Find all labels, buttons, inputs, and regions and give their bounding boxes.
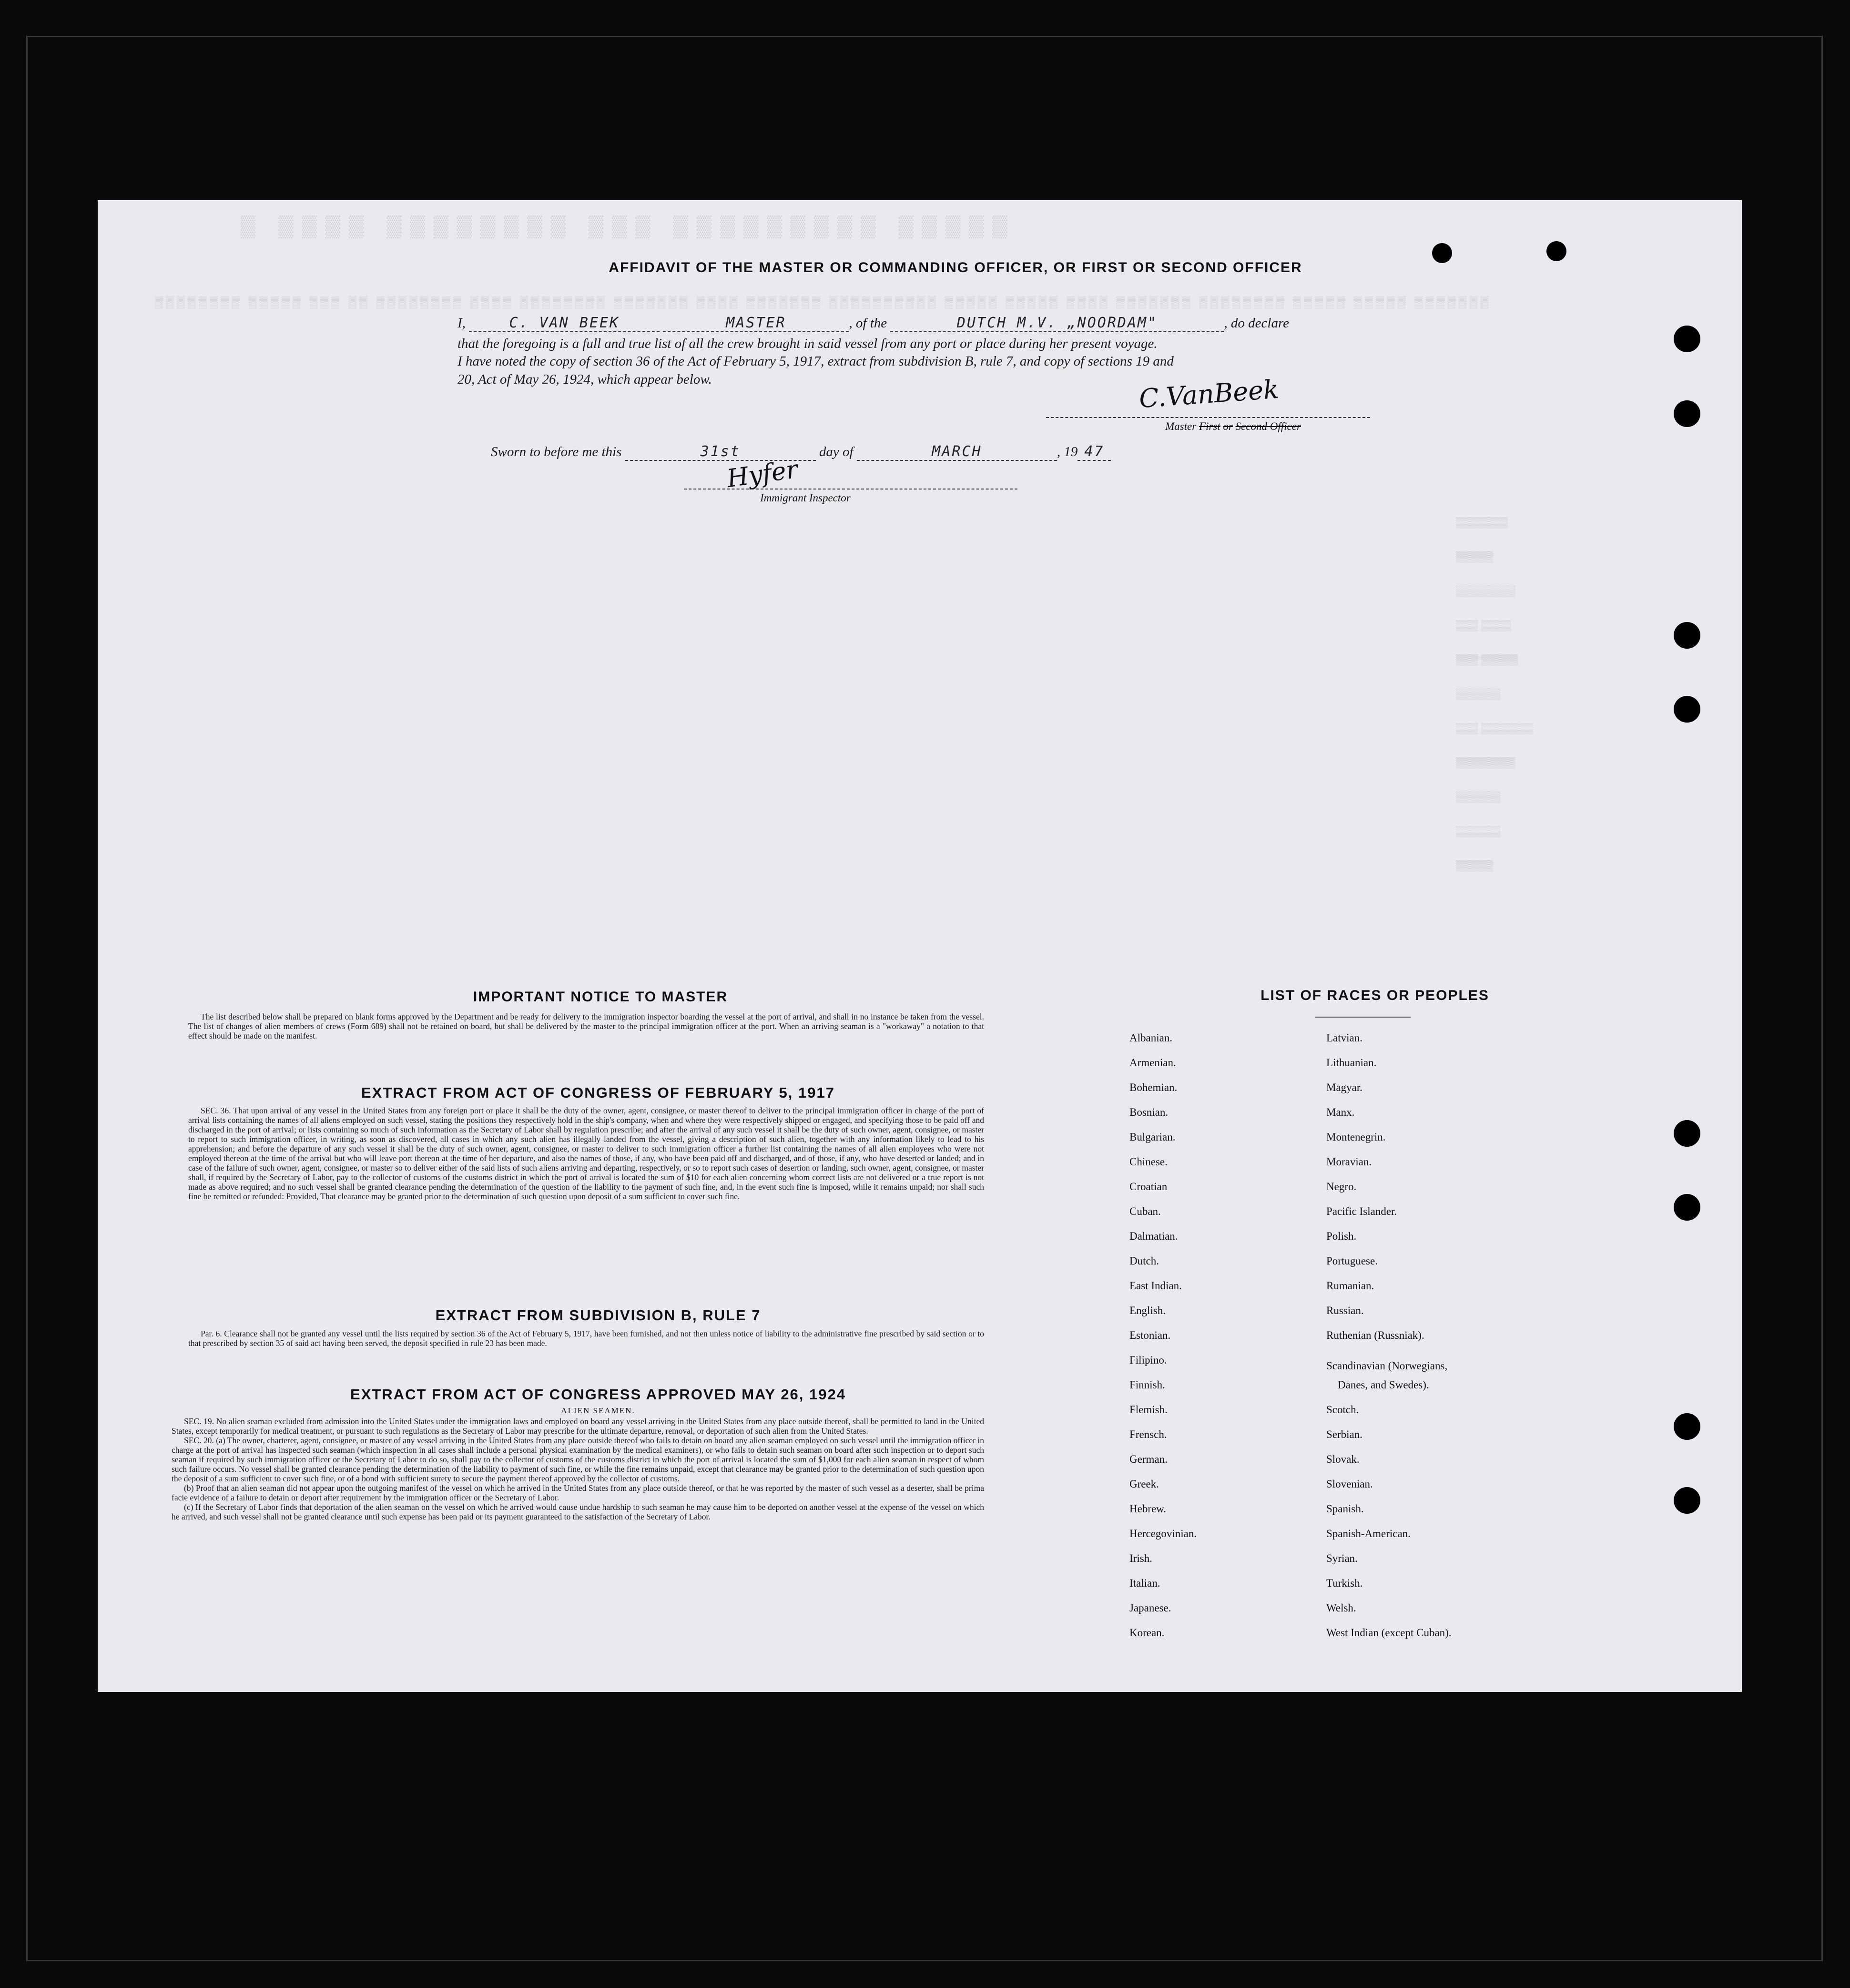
race-item: Estonian.: [1129, 1329, 1171, 1341]
race-item: Manx.: [1326, 1106, 1355, 1118]
race-item: Croatian: [1129, 1181, 1168, 1193]
document-page: [98, 200, 1742, 1692]
race-item: Montenegrin.: [1326, 1131, 1386, 1143]
label-first-struck: First: [1199, 420, 1220, 432]
extract-1924-title: EXTRACT FROM ACT OF CONGRESS APPROVED MAY 26, 1924: [350, 1386, 846, 1403]
sworn-year-field: 47: [1077, 443, 1111, 461]
race-item: Italian.: [1129, 1577, 1160, 1589]
race-item: Moravian.: [1326, 1156, 1372, 1168]
day-of-text: day of: [819, 444, 854, 459]
extract-1924-sec20c: (c) If the Secretary of Labor finds that deportation of the alien seaman on the vessel on which he arrived would cause undue hardship to such seaman he may cause him to be deported on another vessel at the expense of the vessel on which he arrived, and such vessel shall not be granted clearance until such expense has been paid or its payment guaranteed to the satisfaction of the Secretary of Labor.: [172, 1502, 984, 1521]
extract-rule7-paragraph: Par. 6. Clearance shall not be granted any vessel until the lists required by section 36 of the Act of February 5, 1917, have been furnished, and not then unless notice of liability to the administrative fine prescribed by said section or to that prescribed by section 35 of said act having been served, the deposit specified in rule 23 has been made.: [188, 1329, 984, 1348]
sworn-prefix: Sworn to before me this: [491, 444, 622, 459]
punch-hole: [1674, 1194, 1700, 1221]
sworn-month-field: MARCH: [857, 443, 1057, 461]
show-through-header: ▒ ▒▒▒▒ ▒▒▒▒▒▒▒▒ ▒▒▒ ▒▒▒▒▒▒▒▒▒ ▒▒▒▒▒: [241, 214, 1016, 238]
race-item: Armenian.: [1129, 1057, 1176, 1069]
show-through-rows: ▒▒▒▒▒▒▒ ▒▒▒▒▒ ▒▒▒▒▒▒▒▒ ▒▒▒ ▒▒▒▒ ▒▒▒ ▒▒▒▒▒ ▒▒▒▒▒▒ ▒▒▒ ▒▒▒▒▒▒▒ ▒▒▒▒▒▒▒▒ ▒▒▒▒▒▒ ▒▒▒▒▒▒ ▒▒▒▒▒: [1456, 516, 1533, 871]
race-item: Turkish.: [1326, 1577, 1363, 1589]
race-item: Scandinavian (Norwegians,: [1326, 1360, 1448, 1372]
race-item: Slovenian.: [1326, 1478, 1373, 1490]
race-item: Bohemian.: [1129, 1081, 1178, 1093]
race-item: German.: [1129, 1453, 1168, 1465]
affidavit-title: AFFIDAVIT OF THE MASTER OR COMMANDING OFFICER, OR FIRST OR SECOND OFFICER: [609, 260, 1302, 275]
film-frame-right: [1821, 36, 1823, 1961]
race-item: Irish.: [1129, 1552, 1152, 1564]
race-item: Polish.: [1326, 1230, 1357, 1242]
master-signature-line: [1046, 417, 1370, 418]
extract-1924-sec20a: SEC. 20. (a) The owner, charterer, agent, consignee, or master of any vessel arriving in the United States from any place outside thereof who fails to detain on board any alien seaman employed on such vessel until the immigration officer in charge at the port of arrival has inspected such seaman (which inspection in all cases shall include a personal physical examination by the medical examiners), or who fails to detain such seaman on board after such inspection or to deport such seaman if required by such immigration officer or the Secretary of Labor to do so, shall pay to the collector of customs of the customs district in which the port of arrival is located the sum of $1,000 for each alien seaman in respect of whom such failure occurs. No vessel shall be granted clearance pending the determination of the liability to payment of such fine, or while the fine remains unpaid, except that clearance may be granted prior to the determination of such question upon the deposit of a sum sufficient to cover such fine, or of a bond with sufficient surety to secure the payment thereof approved by the collector of customs.: [172, 1436, 984, 1483]
race-item: Welsh.: [1326, 1602, 1356, 1614]
race-item: East Indian.: [1129, 1280, 1182, 1292]
race-item: Syrian.: [1326, 1552, 1358, 1564]
race-item: West Indian (except Cuban).: [1326, 1627, 1452, 1639]
race-item: Japanese.: [1129, 1602, 1171, 1614]
extract-1924-sec19: SEC. 19. No alien seaman excluded from admission into the United States under the immigration laws and employed on board any vessel arriving in the United States from any place outside thereof, shall be permitted to land in the United States, except temporarily for medical treatment, or pursuant to such regulations as the Secretary of Labor may prescribe for the ultimate departure, removal, or deportation of such alien from the United States.: [172, 1417, 984, 1436]
race-item: Latvian.: [1326, 1032, 1362, 1044]
film-frame-left: [26, 36, 28, 1961]
race-item: Finnish.: [1129, 1379, 1165, 1391]
race-item: Frensch.: [1129, 1428, 1167, 1440]
race-item: Bosnian.: [1129, 1106, 1169, 1118]
show-through-band: ▒▒▒▒▒▒▒▒ ▒▒▒▒▒ ▒▒▒ ▒▒ ▒▒▒▒▒▒▒▒ ▒▒▒▒ ▒▒▒▒▒▒▒▒ ▒▒▒▒▒▒▒ ▒▒▒▒ ▒▒▒▒▒▒▒ ▒▒▒▒▒▒▒▒▒▒ ▒▒▒▒▒ ▒▒▒▒▒ ▒▒▒▒ ▒▒▒▒▒▒▒ ▒▒▒▒▒▒▒▒ ▒▒▒▒▒ ▒▒▒▒▒ ▒▒▒▒▒▒▒: [155, 296, 1492, 308]
label-second-officer-struck: Second Officer: [1235, 420, 1301, 432]
extract-1924-subtitle: ALIEN SEAMEN.: [561, 1406, 635, 1415]
punch-hole: [1546, 241, 1566, 261]
extract-1924-sec20b: (b) Proof that an alien seaman did not appear upon the outgoing manifest of the vessel on which he arrived in the United States from any place outside thereof, or that he was reported by the master of such vessel as a deserter, shall be prima facie evidence of a failure to detain or deport after requirement by the immigration officer or the Secretary of Labor.: [172, 1483, 984, 1502]
declaration-prefix: I,: [457, 316, 466, 331]
punch-hole: [1674, 326, 1700, 352]
notice-title: IMPORTANT NOTICE TO MASTER: [473, 989, 728, 1005]
race-item: Hercegovinian.: [1129, 1528, 1197, 1539]
sworn-line: [491, 443, 1111, 461]
affidavit-line-2: that the foregoing is a full and true list of all the crew brought in said vessel from any port or place during her present voyage.: [457, 336, 1158, 351]
affidavit-line-4: 20, Act of May 26, 1924, which appear below.: [457, 372, 712, 387]
film-frame-top: [26, 36, 1823, 37]
extract-rule7-title: EXTRACT FROM SUBDIVISION B, RULE 7: [435, 1307, 761, 1324]
race-item: Portuguese.: [1326, 1255, 1378, 1267]
race-item: Scotch.: [1326, 1404, 1359, 1416]
punch-hole: [1432, 243, 1452, 263]
races-title-rule: [1315, 1017, 1411, 1018]
race-item: Hebrew.: [1129, 1503, 1167, 1515]
do-declare-text: , do declare: [1224, 316, 1290, 331]
race-item: Danes, and Swedes).: [1338, 1379, 1429, 1391]
extract-1917-text: [188, 1106, 984, 1201]
affidavit-declaration-line: [457, 315, 1289, 332]
race-item: Spanish.: [1326, 1503, 1364, 1515]
race-item: Flemish.: [1129, 1404, 1168, 1416]
extract-1917-paragraph: SEC. 36. That upon arrival of any vessel in the United States from any foreign port or place it shall be the duty of the owner, agent, consignee, or master thereof to deliver to the principal immigration officer in charge of the port of arrival lists containing the names of all aliens employed on such vessel, stating the positions they respectively hold in the ship's company, when and where they were respectively shipped or engaged, and specifying those to be paid off and discharged in the port of arrival; or lists containing so much of such information as the Secretary of Labor shall by regulation prescribe; and after the arrival of any such vessel it shall be the duty of such owner, agent, consignee, or master to report to such immigration officer, in writing, as soon as discovered, all cases in which any such alien has illegally landed from the vessel, giving a description of such alien, together with any information likely to lead to his apprehension; and before the departure of any such vessel it shall be the duty of such owner, agent, consignee, or master to deliver to such immigration officer a further list containing the names of all alien employees who were not employed thereon at the time of the arrival but who will leave port thereon at the time of her departure, and also the names of those, if any, who have been paid off and discharged, and of those, if any, who have deserted or landed; and in case of the failure of such owner, agent, consignee, or master so to deliver either of the said lists of such aliens arriving and departing, respectively, or so to report such cases of desertion or landing, such owner, agent, consignee, or master shall, if required by the Secretary of Labor, pay to the collector of customs of the customs district in which the port of arrival is located the sum of $10 for each alien concerning whom correct lists are not delivered or a true report is not made as above required; and no such vessel shall be granted clearance pending the determination of the question of the liability to the payment of such fine, and, in the event such fine is imposed, while it remains unpaid; nor shall such fine be remitted or refunded: Provided, That clearance may be granted prior to the determination of such question upon deposit of a sum sufficient to cover such fine.: [188, 1106, 984, 1201]
race-item: Bulgarian.: [1129, 1131, 1176, 1143]
race-item: Lithuanian.: [1326, 1057, 1377, 1069]
of-the-text: , of the: [849, 316, 887, 331]
races-left-column: [1129, 1032, 1197, 1652]
race-item: Dalmatian.: [1129, 1230, 1178, 1242]
film-frame-bottom: [26, 1960, 1823, 1961]
year-prefix: , 19: [1057, 444, 1078, 459]
inspector-label: Immigrant Inspector: [760, 492, 851, 504]
rank-field: MASTER: [663, 315, 849, 332]
race-item: Chinese.: [1129, 1156, 1168, 1168]
race-item: Magyar.: [1326, 1081, 1363, 1093]
inspector-signature: Hyfer: [725, 455, 800, 494]
extract-1924-text: [172, 1417, 984, 1521]
race-item: Filipino.: [1129, 1354, 1167, 1366]
race-item: Albanian.: [1129, 1032, 1173, 1044]
race-item: Dutch.: [1129, 1255, 1159, 1267]
race-item: Russian.: [1326, 1305, 1364, 1316]
notice-paragraph: The list described below shall be prepared on blank forms approved by the Department and be ready for delivery to the immigration inspector boarding the vessel at the port of arrival, and shall in no instance be taken from the vessel. The list of changes of alien members of crews (Form 689) shall not be retained on board, but shall be delivered by the master to the principal immigration officer at the port. When an arriving seaman is a "workaway" a notation to that effect should be made on the manifest.: [188, 1012, 984, 1040]
sworn-day-field: 31st: [625, 443, 816, 461]
punch-hole: [1674, 622, 1700, 649]
extract-rule7-text: [188, 1329, 984, 1348]
punch-hole: [1674, 1413, 1700, 1440]
punch-hole: [1674, 696, 1700, 723]
vessel-name-field: DUTCH M.V. „NOORDAM": [890, 315, 1224, 332]
master-signature: C.VanBeek: [1138, 374, 1280, 414]
race-item: Pacific Islander.: [1326, 1205, 1397, 1217]
extract-1917-title: EXTRACT FROM ACT OF CONGRESS OF FEBRUARY 5, 1917: [361, 1084, 835, 1101]
race-item: Ruthenian (Russniak).: [1326, 1329, 1424, 1341]
race-item: Slovak.: [1326, 1453, 1360, 1465]
master-name-field: C. VAN BEEK: [469, 315, 660, 332]
label-master: Master: [1165, 420, 1197, 432]
race-item: English.: [1129, 1305, 1166, 1316]
affidavit-line-3: I have noted the copy of section 36 of the Act of February 5, 1917, extract from subdivision B, rule 7, and copy of sections 19 and: [457, 354, 1174, 369]
races-right-column: [1326, 1032, 1452, 1652]
race-item: Spanish-American.: [1326, 1528, 1411, 1539]
race-item: Cuban.: [1129, 1205, 1161, 1217]
race-item: Greek.: [1129, 1478, 1159, 1490]
punch-hole: [1674, 1120, 1700, 1147]
notice-text: [188, 1012, 984, 1040]
race-item: Negro.: [1326, 1181, 1357, 1193]
punch-hole: [1674, 400, 1700, 427]
race-item: Serbian.: [1326, 1428, 1363, 1440]
punch-hole: [1674, 1487, 1700, 1514]
race-item: Korean.: [1129, 1627, 1165, 1639]
race-item: Rumanian.: [1326, 1280, 1374, 1292]
races-title: LIST OF RACES OR PEOPLES: [1260, 988, 1489, 1003]
label-or-struck: or: [1223, 420, 1233, 432]
master-signature-label: [1165, 420, 1301, 433]
